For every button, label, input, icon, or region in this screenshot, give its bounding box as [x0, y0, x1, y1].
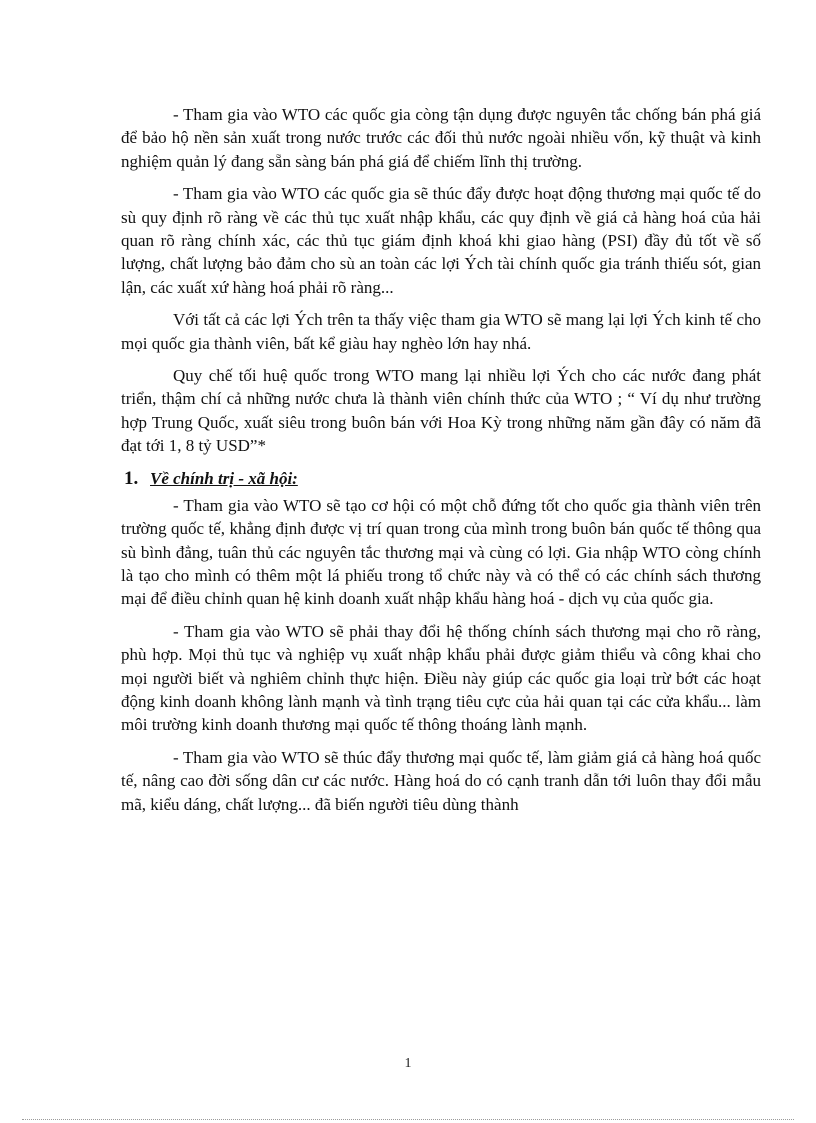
paragraph-anti-dumping: - Tham gia vào WTO các quốc gia còng tận dụng được nguyên tắc chống bán phá giá để bảo hộ nền sản xuất trong nước trước các đối thủ nước ngoài nhiều vốn, kỹ thuật và kinh nghiệm quản lý đang sẵn sàng bán phá giá để chiếm lĩnh thị trường. — [121, 105, 761, 171]
paragraph-mfn: Quy chế tối huệ quốc trong WTO mang lại nhiều lợi Ých cho các nước đang phát triển, thậm chí cả những nước chưa là thành viên chính thức của WTO ; “ Ví dụ như trường hợp Trung Quốc, xuất siêu trong buôn bán với Hoa Kỳ trong những năm gần đây có năm đã đạt tới 1, 8 tỷ USD”* — [121, 366, 761, 456]
paragraph-policy-change: - Tham gia vào WTO sẽ phải thay đổi hệ thống chính sách thương mại cho rõ ràng, phù hợp. Mọi thủ tục và nghiệp vụ xuất nhập khẩu phải được giảm thiểu và công khai cho mọi người biết và nghiêm chỉnh thực hiện. Điều này giúp các quốc gia loại trừ bớt các hoạt động kinh doanh không lành mạnh và tình trạng tiêu cực của hải quan tại các cửa khẩu... làm môi trường kinh doanh thương mại quốc tế thông thoáng lành mạnh. — [121, 621, 761, 735]
page-bottom-divider — [22, 1119, 794, 1120]
section-title: Về chính trị - xã hội: — [150, 468, 298, 488]
section-heading — [124, 467, 761, 490]
section-number: 1. — [124, 467, 139, 489]
document-page — [121, 103, 761, 825]
paragraph-economic-benefits: Với tất cả các lợi Ých trên ta thấy việc tham gia WTO sẽ mang lại lợi Ých kinh tế cho mọi quốc gia thành viên, bất kể giàu hay nghèo lớn hay nhá. — [121, 310, 761, 353]
paragraph-international-position: - Tham gia vào WTO sẽ tạo cơ hội có một chỗ đứng tốt cho quốc gia thành viên trên trường quốc tế, khẳng định được vị trí quan trong của mình trong buôn bán quốc tế thông qua sù bình đẳng, tuân thủ các nguyên tắc thương mại và cùng có lợi. Gia nhập WTO còng chính là tạo cho mình có thêm một lá phiếu trong tổ chức này và có thể có các chính sách thương mại để điều chỉnh quan hệ kinh doanh xuất nhập khẩu hàng hoá - dịch vụ của quốc gia. — [121, 495, 761, 609]
paragraph-trade-promotion: - Tham gia vào WTO các quốc gia sẽ thúc đẩy được hoạt động thương mại quốc tế do sù quy định rõ ràng về các thủ tục xuất nhập khẩu, các quy định về giá cả hàng hoá của hải quan rõ ràng chính xác, các thủ tục giám định khoá khi giao hàng (PSI) đầy đủ tốt về số lượng, chất lượng bảo đảm cho sù an toàn các lợi Ých tài chính quốc gia tránh thiếu sót, gian lận, các xuất xứ hàng hoá phải rõ ràng... — [121, 184, 761, 297]
page-number: 1 — [404, 1056, 412, 1071]
paragraph-living-standards: - Tham gia vào WTO sẽ thúc đẩy thương mại quốc tế, làm giảm giá cả hàng hoá quốc tế, nâng cao đời sống dân cư các nước. Hàng hoá do có cạnh tranh dẫn tới luôn thay đổi mẫu mã, kiểu dáng, chất lượng... đã biến người tiêu dùng thành — [121, 747, 761, 814]
